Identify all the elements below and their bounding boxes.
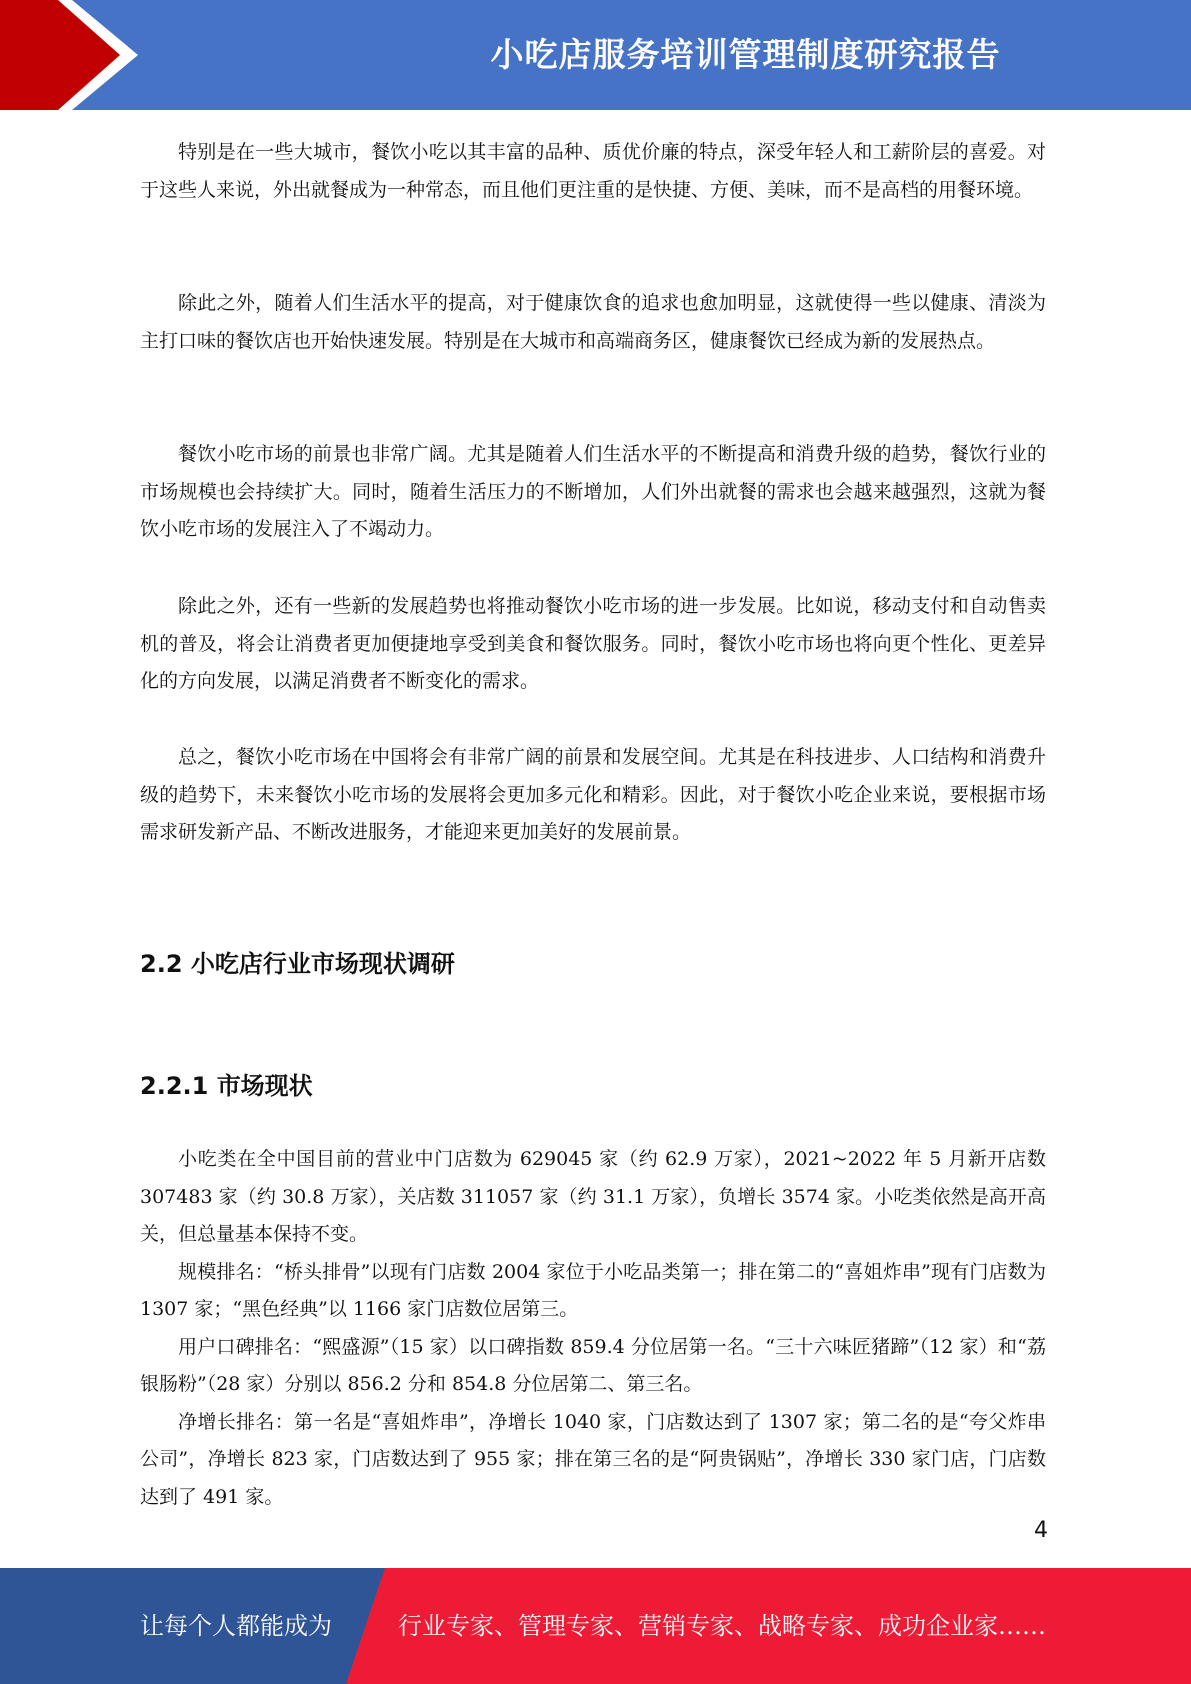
footer-slogan-right: 行业专家、管理专家、营销专家、战略专家、成功企业家…… <box>398 1612 1046 1640</box>
paragraph: 除此之外，随着人们生活水平的提高，对于健康饮食的追求也愈加明显，这就使得一些以健康、清淡为主打口味的餐饮店也开始快速发展。特别是在大城市和高端商务区，健康餐饮已经成为新的发展热点。 <box>140 292 1046 352</box>
paragraph: 用户口碑排名：“熙盛源”（15 家）以口碑指数 859.4 分位居第一名。“三十六味匠猪蹄”（12 家）和“荔银肠粉”（28 家）分别以 856.2 分和 854.8 分位居第二、第三名。 <box>140 1335 1046 1395</box>
paragraph: 小吃类在全中国目前的营业中门店数为 629045 家（约 62.9 万家），2021~2022 年 5 月新开店数 307483 家（约 30.8 万家），关店数 311057 家（约 31.1 万家），负增长 3574 家。小吃类依然是高开高关，但总量基本保持不变。 <box>140 1148 1046 1245</box>
header-arrow-decoration <box>0 0 160 110</box>
paragraph: 净增长排名：第一名是“喜姐炸串”，净增长 1040 家，门店数达到了 1307 家；第二名的是“夸父炸串公司”，净增长 823 家，门店数达到了 955 家；排在第三名的是“阿贵锅贴”，净增长 330 家门店，门店数达到了 491 家。 <box>140 1410 1046 1508</box>
intro-section <box>140 436 1046 549</box>
paragraph: 特别是在一些大城市，餐饮小吃以其丰富的品种、质优价廉的特点，深受年轻人和工薪阶层的喜爱。对于这些人来说，外出就餐成为一种常态，而且他们更注重的是快捷、方便、美味，而不是高档的用餐环境。 <box>140 141 1046 201</box>
page-number: 4 <box>1034 1518 1048 1543</box>
footer-slogan-left: 让每个人都能成为 <box>140 1612 332 1640</box>
intro-section <box>140 134 1046 209</box>
paragraph: 规模排名：“桥头排骨”以现有门店数 2004 家位于小吃品类第一；排在第二的“喜姐炸串”现有门店数为 1307 家；“黑色经典”以 1166 家门店数位居第三。 <box>140 1260 1046 1320</box>
intro-section <box>140 285 1046 360</box>
intro-section <box>140 588 1046 701</box>
document-title: 小吃店服务培训管理制度研究报告 <box>490 35 1001 74</box>
paragraph: 除此之外，还有一些新的发展趋势也将推动餐饮小吃市场的进一步发展。比如说，移动支付和自动售卖机的普及，将会让消费者更加便捷地享受到美食和餐饮服务。同时，餐饮小吃市场也将向更个性化、更差异化的方向发展，以满足消费者不断变化的需求。 <box>140 595 1046 692</box>
intro-section <box>140 739 1046 852</box>
subsection-heading: 2.2.1 市场现状 <box>140 1072 313 1100</box>
section-heading: 2.2 小吃店行业市场现状调研 <box>140 950 455 978</box>
page-footer <box>0 1568 1191 1684</box>
paragraph: 总之，餐饮小吃市场在中国将会有非常广阔的前景和发展空间。尤其是在科技进步、人口结构和消费升级的趋势下，未来餐饮小吃市场的发展将会更加多元化和精彩。因此，对于餐饮小吃企业来说，要根据市场需求研发新产品、不断改进服务，才能迎来更加美好的发展前景。 <box>140 746 1046 843</box>
page-header <box>0 0 1191 110</box>
paragraph: 餐饮小吃市场的前景也非常广阔。尤其是随着人们生活水平的不断提高和消费升级的趋势，餐饮行业的市场规模也会持续扩大。同时，随着生活压力的不断增加，人们外出就餐的需求也会越来越强烈，这就为餐饮小吃市场的发展注入了不竭动力。 <box>140 443 1046 540</box>
market-section <box>140 1141 1046 1516</box>
